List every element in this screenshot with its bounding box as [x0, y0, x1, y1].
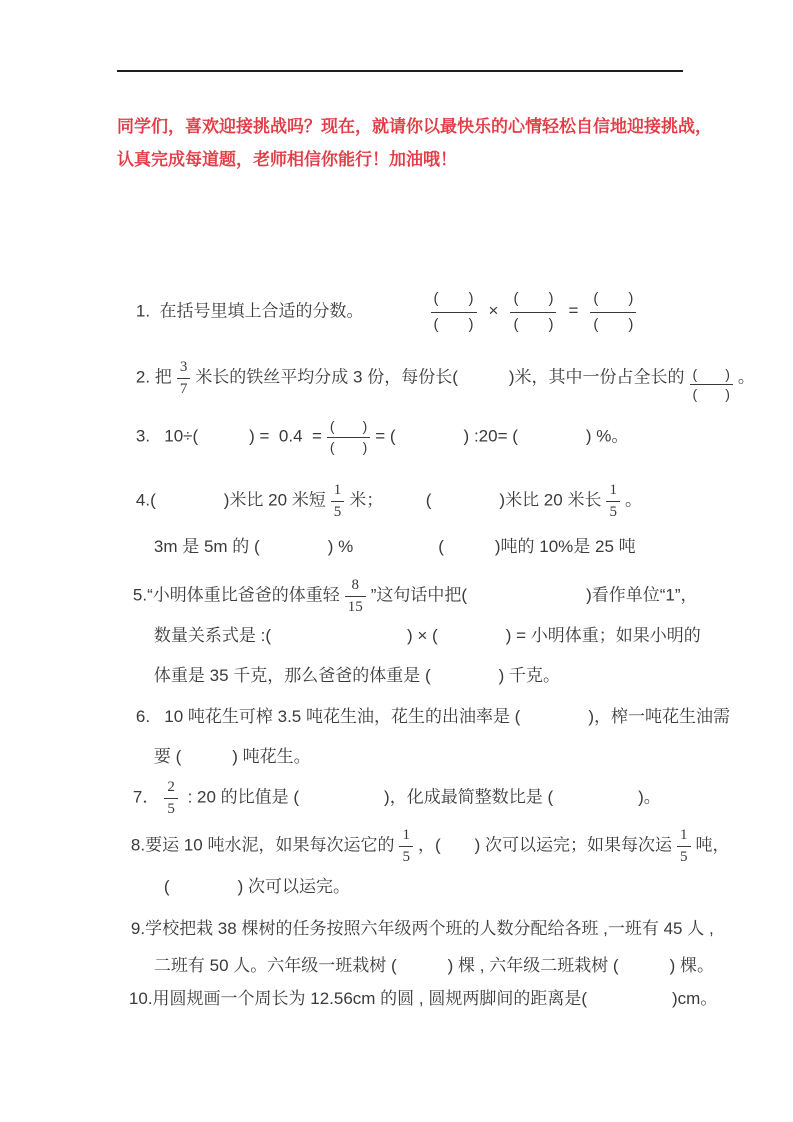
question-5-line-2-text: 数量关系式是 :( ) × ( ) = 小明体重；如果小明的	[153, 626, 701, 645]
question-1-expression	[426, 290, 642, 333]
fraction-1-5: $\frac{1}{5}$	[331, 481, 345, 522]
blank-fraction: $\frac{( )}{( )}$	[590, 288, 636, 336]
multiply-sign: ×	[488, 301, 499, 321]
question-8-text-mid: ，( ) 次可以运完；如果每次运	[417, 835, 672, 855]
question-6-line-2-text: 要 ( ) 吨花生。	[153, 747, 311, 766]
question-2-text-post: 。	[737, 367, 755, 387]
intro-text-line-1: 同学们，喜欢迎接挑战吗？现在，就请你以最快乐的心情轻松自信地迎接挑战，	[117, 117, 712, 136]
blank-fraction: $\frac{( )}{( )}$	[690, 366, 733, 404]
question-5-text-post: ”这句话中把( )看作单位“1”，	[370, 585, 698, 605]
question-3-text-post: = ( ) :20= ( ) %。	[375, 426, 629, 446]
top-divider-rule	[117, 70, 683, 72]
question-5-line-3-text: 体重是 35 千克，那么爸爸的体重是 ( ) 千克。	[153, 666, 561, 685]
fraction-8-15: $\frac{8}{15}$	[345, 576, 366, 617]
question-8-text-pre: 8.要运 10 吨水泥，如果每次运它的	[130, 835, 395, 855]
question-8-text-post: 吨，	[695, 835, 730, 855]
blank-fraction: $\frac{( )}{( )}$	[510, 288, 556, 336]
question-2-text-pre: 2. 把	[135, 367, 172, 387]
question-4-text-post: 。	[624, 490, 642, 510]
question-4-text-mid: 米； ( )米比 20 米长	[349, 490, 602, 510]
intro-text-line-2: 认真完成每道题，老师相信你能行！加油哦！	[117, 150, 457, 169]
equals-sign: =	[568, 301, 579, 321]
question-3-text-pre: 3. 10÷( ) = 0.4 =	[135, 426, 322, 446]
question-4-text-pre: 4.( )米比 20 米短	[135, 490, 326, 510]
fraction-3-7: $\frac{3}{7}$	[177, 358, 191, 399]
question-7-text-pre: 7．	[132, 787, 160, 807]
fraction-1-5: $\frac{1}{5}$	[399, 826, 413, 867]
question-6-line-1-text: 6. 10 吨花生可榨 3.5 吨花生油，花生的出油率是 ( )，榨一吨花生油需	[135, 707, 731, 726]
fraction-2-5: $\frac{2}{5}$	[164, 778, 178, 819]
question-4-line-2-text: 3m 是 5m 的 ( ) % ( )吨的 10%是 25 吨	[153, 537, 636, 556]
fraction-1-5: $\frac{1}{5}$	[606, 481, 620, 522]
question-7-text-post: : 20 的比值是 ( )，化成最简整数比是 ( )。	[182, 787, 661, 807]
blank-fraction: $\frac{( )}{( )}$	[431, 288, 477, 336]
question-9-line-1-text: 9.学校把栽 38 棵树的任务按照六年级两个班的人数分配给各班 ,一班有 45 人 ,	[130, 919, 714, 938]
question-10	[110, 960, 717, 1038]
question-1-text: 1. 在括号里填上合适的分数。	[135, 301, 364, 321]
blank-fraction: $\frac{( )}{( )}$	[327, 418, 370, 456]
question-9-line-2-text: 二班有 50 人。六年级一班栽树 ( ) 棵 , 六年级二班栽树 ( ) 棵。	[153, 956, 714, 975]
question-10-text: 10.用圆规画一个周长为 12.56cm 的圆 , 圆规两脚间的距离是( )cm。	[128, 989, 718, 1008]
question-8-line-2-text: ( ) 次可以运完。	[163, 877, 350, 896]
question-2-text-mid: 米长的铁丝平均分成 3 份，每份长( )米，其中一份占全长的	[195, 367, 685, 387]
question-5-text-pre: 5.“小明体重比爸爸的体重轻	[132, 585, 340, 605]
fraction-1-5: $\frac{1}{5}$	[677, 826, 691, 867]
